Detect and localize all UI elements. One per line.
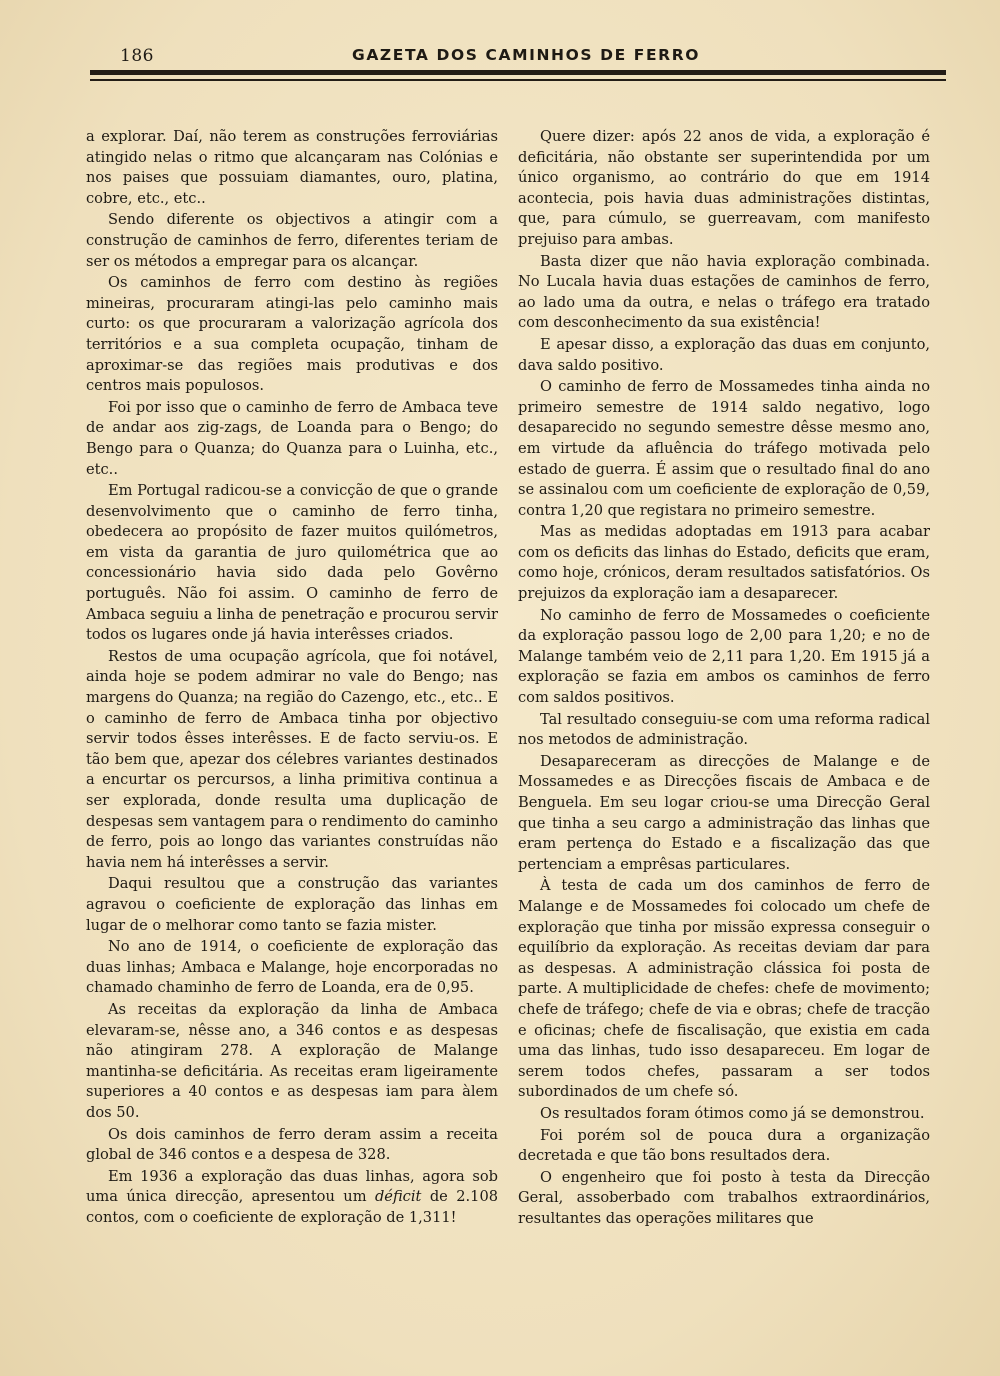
paragraph: Em Portugal radicou-se a convicção de que o grande desenvolvimento que o caminho de ferro tinha, obedecera ao propósito de fazer muitos quilómetros, em vista da garantia de juro quilométrica que ao concessionário havia sido dada pelo Govêrno português. Não foi assim. O caminho de ferro de Ambaca seguiu a linha de penetração e procurou servir todos os lugares onde já havia interêsses criados. [86, 482, 499, 644]
paragraph: Desapareceram as direcções de Malange e de Mossamedes e as Direcções fiscais de Ambaca e de Benguela. Em seu logar criou-se uma Direcção Geral que tinha a seu cargo a administração das linhas que eram pertença do Estado e a fiscalização das que pertenciam a emprêsas particulares. [518, 752, 930, 873]
paragraph: À testa de cada um dos caminhos de ferro de Malange e de Mossamedes foi colocado um chefe de exploração que tinha por missão expressa conseguir o equilíbrio da exploração. As receitas deviam dar para as despesas. A administração clássica foi posta de parte. A multiplicidade de chefes: chefe de movimento; chefe de tráfego; chefe de via e obras; chefe de tracção e oficinas; chefe de fiscalisação, que existia em cada uma das linhas, tudo isso desapareceu. Em logar de serem todos chefes, passaram a ser todos subordinados de um chefe só. [518, 877, 930, 1101]
page-number: 186 [120, 46, 154, 66]
paragraph: a explorar. Daí, não terem as construções ferroviárias atingido nelas o ritmo que alcançaram nas Colónias e nos paises que possuiam diamantes, ouro, platina, cobre, etc., etc.. [86, 128, 498, 207]
paragraph: As receitas da exploração da linha de Ambaca elevaram-se, nêsse ano, a 346 contos e as despesas não atingiram 278. A exploração de Malange mantinha-se deficitária. As receitas eram ligeiramente superiores a 40 contos e as despesas iam para àlem dos 50. [86, 1000, 498, 1121]
paragraph: Foi por isso que o caminho de ferro de Ambaca teve de andar aos zig-zags, de Loanda para o Bengo; do Bengo para o Quanza; do Quanza para o Luinha, etc., etc.. [86, 398, 498, 478]
paragraph: Sendo diferente os objectivos a atingir com a construção de caminhos de ferro, diferentes teriam de ser os métodos a empregar para os alcançar. [86, 211, 498, 270]
paragraph: Quere dizer: após 22 anos de vida, a exploração é deficitária, não obstante ser superintendida por um único organismo, ao contrário do que em 1914 acontecia, pois havia duas administrações distintas, que, para cúmulo, se guerreavam, com manifesto prejuiso para ambas. [518, 128, 930, 248]
paragraph: Mas as medidas adoptadas em 1913 para acabar com os deficits das linhas do Estado, deficits que eram, como hoje, crónicos, deram resultados satisfatórios. Os prejuizos da exploração iam a desaparecer. [518, 523, 930, 603]
right-column [518, 127, 930, 1230]
header-rule-thick [90, 70, 946, 75]
header-rule-thin [90, 79, 946, 81]
page-header [90, 46, 946, 68]
paragraph: E apesar disso, a exploração das duas em conjunto, dava saldo positivo. [518, 335, 930, 374]
paragraph: Os resultados foram ótimos como já se demonstrou. [540, 1104, 925, 1122]
paragraph: O caminho de ferro de Mossamedes tinha ainda no primeiro semestre de 1914 saldo negativo, logo desaparecido no segundo semestre dêsse mesmo ano, em virtude da afluência do tráfego motivada pelo estado de guerra. É assim que o resultado final do ano se assinalou com um coeficiente de exploração de 0,59, contra 1,20 que registara no primeiro semestre. [518, 378, 930, 519]
text-run: Em 1936 a exploração das duas linhas, agora sob uma única direcção, apresentou um [86, 1167, 498, 1206]
text-run: de 2.108 contos, com o coeficiente de exploração de 1,311! [86, 1188, 499, 1226]
paragraph: O engenheiro que foi posto à testa da Direcção Geral, assoberbado com trabalhos extraordinários, resultantes das operações militares que [518, 1168, 930, 1227]
emphasis-deficit: déficit [374, 1188, 422, 1206]
paragraph: Basta dizer que não havia exploração combinada. No Lucala havia duas estações de caminhos de ferro, ao lado uma da outra, e nelas o tráfego era tratado com desconhecimento da sua existência! [518, 252, 930, 332]
paragraph: Os dois caminhos de ferro deram assim a receita global de 346 contos e a despesa de 328. [86, 1125, 498, 1164]
left-column [86, 127, 498, 1229]
paragraph: Foi porém sol de pouca dura a organização decretada e que tão bons resultados dera. [518, 1126, 930, 1165]
paragraph: No caminho de ferro de Mossamedes o coeficiente da exploração passou logo de 2,00 para 1,20; e no de Malange também veio de 2,11 para 1,20. Em 1915 já a exploração se fazia em ambos os caminhos de ferro com saldos positivos. [518, 606, 930, 707]
paragraph: Restos de uma ocupação agrícola, que foi notável, ainda hoje se podem admirar no vale do Bengo; nas margens do Quanza; na região do Cazengo, etc., etc.. E o caminho de ferro de Ambaca tinha por objectivo servir todos êsses interêsses. E de facto serviu-os. E tão bem que, apezar dos célebres variantes destinados a encurtar os percursos, a linha primitiva continua a ser explorada, donde resulta uma duplicação de despesas sem vantagem para o rendimento do caminho de ferro, pois ao longo das variantes construídas não havia nem há interêsses a servir. [86, 647, 498, 871]
paragraph: Daqui resultou que a construção das variantes agravou o coeficiente de exploração das linhas em lugar de o melhorar como tanto se fazia mister. [86, 875, 498, 934]
paragraph: Tal resultado conseguiu-se com uma reforma radical nos metodos de administração. [518, 710, 930, 749]
running-title: GAZETA DOS CAMINHOS DE FERRO [352, 46, 701, 64]
paragraph: Os caminhos de ferro com destino às regiões mineiras, procuraram atingi-las pelo caminho mais curto: os que procuraram a valorização agrícola dos territórios e a sua completa ocupação, tinham de aproximar-se das regiões mais produtivas e dos centros mais populosos. [86, 274, 498, 395]
paragraph: No ano de 1914, o coeficiente de exploração das duas linhas; Ambaca e Malange, hoje encorporadas no chamado chaminho de ferro de Loanda, era de 0,95. [86, 938, 498, 997]
paragraph [86, 1167, 498, 1229]
